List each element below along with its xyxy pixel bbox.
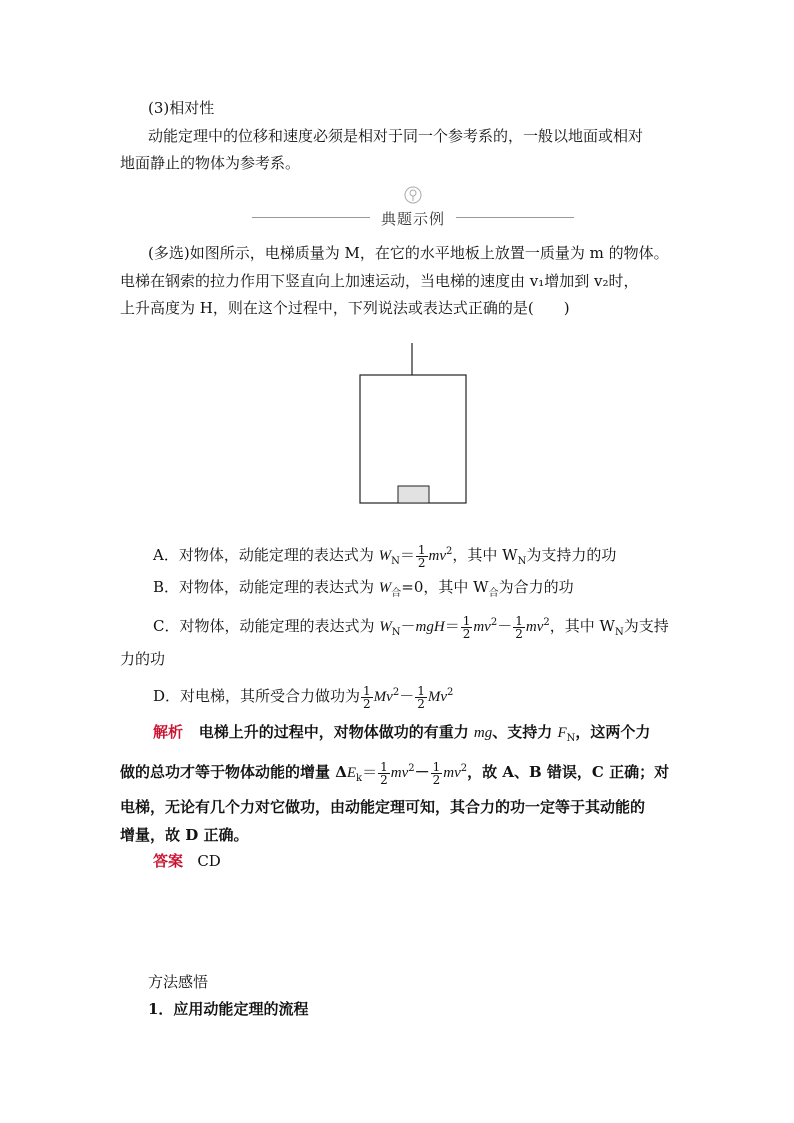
analysis-line-2: 做的总功才等于物体动能的增量 $\Delta E_k=$ $\frac{1}{2}$ $mv^2-$ $\frac{1}{2}$ $mv^2$，故 A、B 错误，C 正确；对 (120, 759, 670, 787)
answer-value: CD (197, 852, 221, 870)
elevator-box (360, 375, 466, 503)
option-a: A．对物体，动能定理的表达式为 $W_N=$ $\frac{1}{2}$ $mv^2$，其中 $W_N$为支持力的功 (153, 542, 617, 570)
option-a-prefix: A．对物体，动能定理的表达式为 (153, 546, 379, 564)
option-b-prefix: B．对物体，动能定理的表达式为 (153, 578, 379, 596)
section-3-heading: (3)相对性 (148, 99, 215, 117)
option-c: C．对物体，动能定理的表达式为 $W_N-mgH=$ $\frac{1}{2}$ $mv^2-$ $\frac{1}{2}$ $mv^2$，其中 $W_N$为支持 (153, 613, 669, 641)
answer-label: 答案 (153, 852, 184, 870)
object-block (398, 486, 429, 503)
option-a-suffix2: 为支持力的功 (526, 546, 617, 564)
option-b: B．对物体，动能定理的表达式为 $W_合=0$，其中 $W_合$为合力的功 (153, 578, 574, 599)
option-d-prefix: D．对电梯，其所受合力做功为 (153, 687, 361, 705)
question-line-3: 上升高度为 H，则在这个过程中，下列说法或表达式正确的是( ) (120, 299, 570, 317)
question-line-1: (多选)如图所示，电梯质量为 M，在它的水平地板上放置一质量为 m 的物体。 (148, 244, 669, 262)
option-c-wrap: 力的功 (120, 650, 166, 668)
analysis-line-1: 解析 电梯上升的过程中，对物体做功的有重力 mg、支持力 $F_N$，这两个力 (153, 723, 651, 744)
answer-line (153, 851, 221, 871)
fraction-half: $\frac{1}{2}$ (417, 542, 426, 570)
divider-line-right (456, 217, 574, 218)
question-line-2: 电梯在钢索的拉力作用下竖直向上加速运动，当电梯的速度由 v₁增加到 v₂时， (120, 272, 639, 290)
method-item-1: 1．应用动能定理的流程 (148, 1000, 309, 1018)
elevator-figure (334, 335, 490, 520)
option-b-eq: =0，其中 W (401, 578, 489, 596)
method-heading: 方法感悟 (148, 973, 209, 991)
bulb-icon (404, 186, 422, 204)
divider-title: 典题示例 (380, 210, 445, 228)
option-c-suffix2: 为支持 (623, 617, 669, 635)
analysis-label: 解析 (153, 723, 184, 741)
option-d: D．对电梯，其所受合力做功为 $\frac{1}{2}$ $Mv^2-$ $\frac{1}{2}$ Mv$^2$ (153, 683, 454, 711)
option-b-suffix: 为合力的功 (498, 578, 574, 596)
option-a-suffix: ，其中 W (452, 546, 518, 564)
example-divider (252, 186, 574, 230)
option-c-prefix: C．对物体，动能定理的表达式为 (153, 617, 380, 635)
option-c-suffix: ，其中 W (549, 617, 615, 635)
section-3-body-line-2: 地面静止的物体为参考系。 (120, 154, 301, 172)
section-3-body-line-1: 动能定理中的位移和速度必须是相对于同一个参考系的，一般以地面或相对 (148, 127, 644, 145)
analysis-line-4: 增量，故 D 正确。 (120, 826, 249, 844)
analysis-line-3: 电梯，无论有几个力对它做功，由动能定理可知，其合力的功一定等于其动能的 (120, 798, 646, 816)
